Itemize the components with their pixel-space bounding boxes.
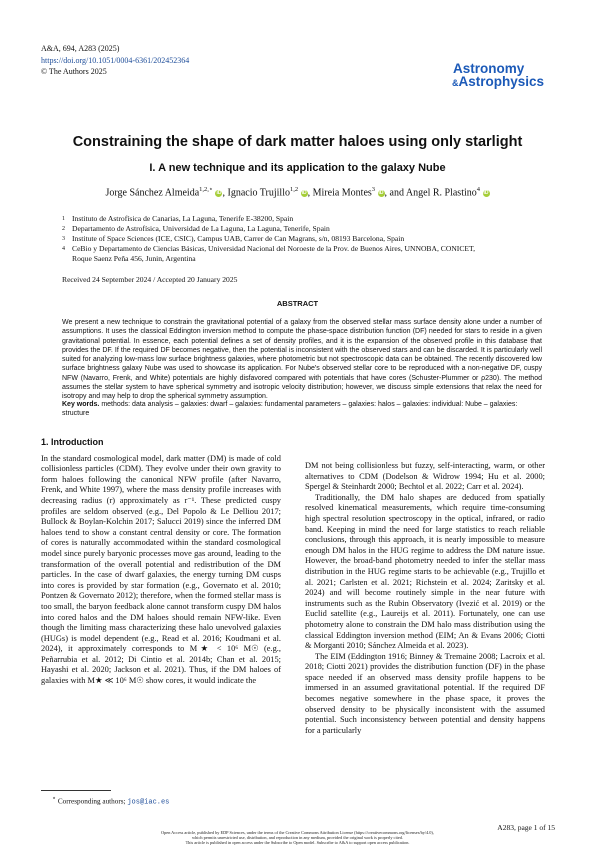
paper-subtitle: I. A new technique and its application to the galaxy Nube: [149, 162, 446, 174]
affiliation-text: Departamento de Astrofísica, Universidad de La Laguna, La Laguna, Tenerife, Spain: [72, 224, 330, 233]
affiliations: [62, 214, 542, 264]
affiliation-number: 4: [62, 246, 65, 252]
affiliation-number: 3: [62, 236, 65, 242]
left-column: [41, 437, 281, 687]
keywords: [62, 400, 542, 419]
affiliation: [62, 244, 542, 254]
keywords-label: Key words.: [62, 401, 100, 408]
journal-logo: [453, 62, 544, 90]
email-link[interactable]: jos@iac.es: [127, 798, 170, 807]
affiliation-text: Institute of Space Sciences (ICE, CSIC), Campus UAB, Carrer de Can Magrans, s/n, 08193 Barcelona, Spain: [72, 234, 405, 243]
orcid-icon[interactable]: iD: [216, 189, 222, 196]
affiliation-number: 2: [62, 226, 65, 232]
page-number: A283, page 1 of 15: [497, 823, 555, 832]
license-line: Open Access article, published by EDP Sciences, under the terms of the Creative Commons Attribution License (https://creativecommons.org/licenses/by/4.0),: [161, 830, 434, 835]
keywords-text: methods: data analysis – galaxies: dwarf – galaxies: fundamental parameters – galaxies: halos – galaxies: individual: Nube – galaxies: structure: [62, 401, 518, 418]
footnote-mark: ⋆: [52, 795, 57, 802]
author-list: Jorge Sánchez Almeida$^{1,2,⋆}$ iD, Ignacio Trujillo$^{1,2}$ iD, Mireia Montes$^3$ iD, and Angel R. Plastino$^4$ iD: [105, 186, 489, 199]
section-heading: 1. Introduction: [41, 437, 104, 447]
license-notice: [0, 830, 595, 846]
affiliation: [62, 214, 542, 224]
affiliation-text: Instituto de Astrofísica de Canarias, La Laguna, Tenerife E-38200, Spain: [72, 214, 294, 223]
copyright: © The Authors 2025: [41, 67, 107, 76]
footnote-text: Corresponding authors;: [57, 797, 128, 806]
license-line: which permits unrestricted use, distribution, and reproduction in any medium, provided the original work is properly cited.: [192, 835, 403, 841]
author-name: Ignacio Trujillo: [227, 187, 290, 199]
journal-header: [41, 43, 189, 78]
doi-link[interactable]: https://doi.org/10.1051/0004-6361/202452364: [41, 55, 190, 65]
affiliation-text: CeBio y Departamento de Ciencias Básicas, Universidad Nacional del Noroeste de la Prov. de Buenos Aires, UNNOBA, CONICET,: [72, 244, 476, 253]
author-sup: 4: [476, 186, 481, 193]
orcid-icon[interactable]: iD: [301, 189, 307, 196]
paragraph: In the standard cosmological model, dark matter (DM) is made of cold collisionless particles (CDM). They evolve under their own gravity to form haloes following the canonical NFW profile (after Navarro, Frenk, and White 1997), where the mass density profile increases with decreasing radius (r) approximately as r⁻¹. These predicted cuspy profiles are seldom observed (e.g., Del Popolo & Le Delliou 2017; Bullock & Boylan-Kolchin 2017; Salucci 2019) since the inferred DM haloes tend to show a constant central density or core. The formation of cores is naturally accommodated within the standard cosmological model since purely baryonic processes move gas around, leading to the transformation of the overall potential and redistribution of the DM particles. In the case of dwarf galaxies, the energy turning DM cusps into cores is provided by star formation (e.g., Governato et al. 2010; Pontzen & Governato 2012); therefore, when the formed stellar mass is too small, the baryon feedback alone cannot transform cuspy DM halos into cored halos and the DM haloes should remain NFW-like. Even though the limiting mass characterizing these halo unevolved galaxies (HUGs) is model dependent (e.g., Read et al. 2016; Koudmani et al. 2024), it approximately corresponds to M★ < 10⁶ M☉ (e.g., Peñarrubia et al. 2012; Di Cintio et al. 2014b; Chan et al. 2015; Hayashi et al. 2020; Jackson et al. 2021). Thus, if the DM haloes of galaxies with M★ ≪ 10⁶ M☉ show cores, it would indicate the: [41, 453, 281, 686]
abstract-heading: ABSTRACT: [276, 299, 319, 308]
journal-ref: A&A, 694, A283 (2025): [41, 44, 120, 53]
orcid-icon[interactable]: iD: [483, 189, 489, 196]
logo-line1: Astronomy: [453, 61, 525, 76]
paragraph: Traditionally, the DM halo shapes are deduced from spatially resolved kinematical measurements, which require time-consuming high spectral resolution spectroscopy in the optical, infrared, or radio band. Keeping in mind the need for large statistics to reach reliable conclusions, through this approach, it is nearly impossible to measure enough DM halos in the HUG regime to address the DM nature issue. However, the broad-band photometry needed to infer the stellar mass distribution in the HUG regime starts to be achievable (e.g., Trujillo et al. 2021; Carlsten et al. 2021; Richstein et al. 2024; Zaritsky et al. 2024) and will become routinely simple in the near future with instruments such as the Rubin Observatory (Ivezić et al. 2019) or the Euclid satellite (e.g., Laureijs et al. 2011). Fortunately, one can use photometry alone to constrain the DM halo mass distribution using the classical Eddington inversion method (EIM; An & Evans 2006; Ciotti & Morganti 2010; Sánchez Almeida et al. 2023).: [305, 492, 545, 651]
affiliation: [62, 234, 542, 244]
author-sup: 3: [371, 186, 376, 193]
author-name: and Angel R. Plastino: [389, 187, 477, 199]
logo-line2: Astrophysics: [458, 74, 545, 89]
right-column: [305, 461, 545, 736]
affiliation: [62, 224, 542, 234]
received-dates: Received 24 September 2024 / Accepted 20 January 2025: [62, 275, 238, 284]
author-name: Jorge Sánchez Almeida: [105, 187, 200, 199]
affiliation-number: 1: [62, 216, 65, 222]
orcid-icon[interactable]: iD: [378, 189, 384, 196]
author-name: Mireia Montes: [312, 187, 372, 199]
paper-title: Constraining the shape of dark matter haloes using only starlight: [72, 134, 523, 150]
footnote-rule: [41, 790, 111, 791]
abstract-text: We present a new technique to constrain the gravitational potential of a galaxy from the observed stellar mass surface density alone under a number of assumptions. It uses the classical Eddington inversion method to compute the phase-space distribution function (DF) needed for stars to reside in a given gravitational potential. In essence, each potential defines a set of density profiles, and it is the expansion of the observed profile in this database that provides the DF. If the required DF becomes negative, then the potential is inconsistent with the observed stars and can be discarded. It is particularly well suited for analyzing low-mass low surface brightness galaxies, where photometric but not spectroscopic data can be obtained. The recently discovered low surface brightness galaxy Nube was used to showcase its application. For Nube's observed stellar core to be reproduced with a non-negative DF, cuspy NFW (Navarro, Frenk, and White) potentials are highly disfavored compared with potentials that have cores (Schuster-Plummer or ρ230). The method assumes the stellar system to have spherical symmetry and isotropic velocity distribution; however, we discuss simple extensions that relax the need for isotropy and may help to drop the spherical symmetry assumption.: [62, 319, 542, 401]
paragraph: DM not being collisionless but fuzzy, self-interacting, warm, or other alternatives to CDM (Dodelson & Widrow 1994; Hu et al. 2000; Spergel & Steinhardt 2000; Bechtol et al. 2022; Carr et al. 2024).: [305, 461, 545, 492]
paragraph: The EIM (Eddington 1916; Binney & Tremaine 2008; Lacroix et al. 2018; Ciotti 2021) provides the distribution function (DF) in the phase space needed if an observed mass density profile happens to be immersed in an assumed gravitational potential. If the required DF becomes negative somewhere in the phase space, it proves the observed density to be physically inconsistent with the assumed potential. Such inconsistency between potential and density happens for a particularly: [305, 651, 545, 735]
footnote: [52, 794, 169, 806]
affiliation-continued: Roque Saenz Peña 456, Junin, Argentina: [72, 254, 196, 263]
author-sup: 1,2,⋆: [199, 186, 213, 193]
license-line: This article is published in open access under the Subscribe to Open model. Subscribe to A&A to support open access publication.: [185, 840, 410, 846]
author-sup: 1,2: [290, 186, 299, 193]
logo-amp: &: [452, 78, 459, 88]
